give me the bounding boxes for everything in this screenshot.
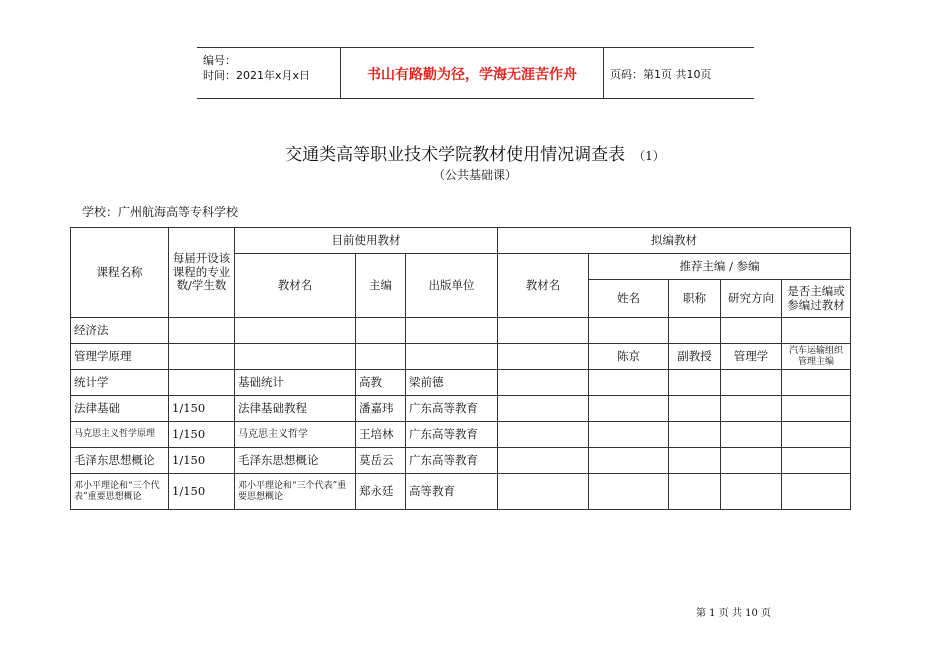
time-label: 时间：2021年x月x日 xyxy=(203,69,311,82)
table-row xyxy=(71,318,851,344)
cell-planned-book xyxy=(498,344,589,370)
cell-publisher xyxy=(406,318,498,344)
header-planned-book: 教材名 xyxy=(498,254,589,318)
page-label: 页码：第1页 共10页 xyxy=(610,68,712,81)
cell-count xyxy=(169,344,235,370)
cell-count: 1/150 xyxy=(169,422,235,448)
cell-research xyxy=(721,396,782,422)
motto-text: 书山有路勤为径，学海无涯苦作舟 xyxy=(367,67,577,83)
header-course: 课程名称 xyxy=(71,228,169,318)
cell-research xyxy=(721,370,782,396)
cell-course: 马克思主义哲学原理 xyxy=(71,422,169,448)
cell-book: 法律基础教程 xyxy=(235,396,356,422)
cell-title: 副教授 xyxy=(669,344,721,370)
header-planned: 拟编教材 xyxy=(498,228,851,254)
cell-title xyxy=(669,448,721,474)
number-label: 编号： xyxy=(203,54,236,67)
cell-count xyxy=(169,370,235,396)
cell-experience xyxy=(782,448,851,474)
header-experience: 是否主编或参编过教材 xyxy=(782,280,851,318)
cell-experience xyxy=(782,318,851,344)
cell-publisher: 高等教育 xyxy=(406,474,498,510)
cell-publisher: 梁前德 xyxy=(406,370,498,396)
cell-title xyxy=(669,474,721,510)
page-subtitle: （公共基础课） xyxy=(432,168,517,182)
cell-title xyxy=(669,422,721,448)
header-recommend: 推荐主编 / 参编 xyxy=(589,254,851,280)
school-label: 学校：广州航海高等专科学校 xyxy=(82,205,239,219)
cell-course: 管理学原理 xyxy=(71,344,169,370)
page-footer: 第 1 页 共 10 页 xyxy=(696,608,771,619)
cell-name xyxy=(589,474,669,510)
cell-book: 基础统计 xyxy=(235,370,356,396)
cell-book: 邓小平理论和“三个代表”重要思想概论 xyxy=(235,474,356,510)
cell-course: 邓小平理论和“三个代表”重要思想概论 xyxy=(71,474,169,510)
cell-editor: 高教 xyxy=(356,370,406,396)
table-row xyxy=(71,422,851,448)
cell-book xyxy=(235,318,356,344)
cell-experience: 汽车运输组织管理主编 xyxy=(782,344,851,370)
table-row xyxy=(71,370,851,396)
cell-count: 1/150 xyxy=(169,448,235,474)
cell-publisher: 广东高等教育 xyxy=(406,396,498,422)
header-research: 研究方向 xyxy=(721,280,782,318)
cell-book xyxy=(235,344,356,370)
table-row xyxy=(71,396,851,422)
cell-title xyxy=(669,370,721,396)
cell-name xyxy=(589,370,669,396)
cell-book: 毛泽东思想概论 xyxy=(235,448,356,474)
cell-planned-book xyxy=(498,370,589,396)
cell-editor: 郑永廷 xyxy=(356,474,406,510)
cell-publisher: 广东高等教育 xyxy=(406,422,498,448)
cell-publisher xyxy=(406,344,498,370)
header-meta xyxy=(197,48,340,98)
cell-name xyxy=(589,448,669,474)
cell-experience xyxy=(782,396,851,422)
cell-count: 1/150 xyxy=(169,474,235,510)
cell-count: 1/150 xyxy=(169,396,235,422)
cell-planned-book xyxy=(498,448,589,474)
header-count: 每届开设该课程的专业数/学生数 xyxy=(169,228,235,318)
cell-title xyxy=(669,318,721,344)
cell-research xyxy=(721,474,782,510)
cell-research xyxy=(721,448,782,474)
header-publisher: 出版单位 xyxy=(406,254,498,318)
header-name: 姓名 xyxy=(589,280,669,318)
cell-research xyxy=(721,422,782,448)
title-text: 交通类高等职业技术学院教材使用情况调查表 xyxy=(285,145,626,165)
cell-course: 毛泽东思想概论 xyxy=(71,448,169,474)
cell-experience xyxy=(782,370,851,396)
cell-planned-book xyxy=(498,422,589,448)
cell-editor xyxy=(356,318,406,344)
cell-planned-book xyxy=(498,318,589,344)
cell-research: 管理学 xyxy=(721,344,782,370)
cell-course: 法律基础 xyxy=(71,396,169,422)
page-title xyxy=(0,140,950,165)
cell-count xyxy=(169,318,235,344)
cell-editor: 王培林 xyxy=(356,422,406,448)
cell-editor xyxy=(356,344,406,370)
cell-editor: 潘嘉玮 xyxy=(356,396,406,422)
cell-experience xyxy=(782,474,851,510)
cell-planned-book xyxy=(498,474,589,510)
header-book: 教材名 xyxy=(235,254,356,318)
cell-planned-book xyxy=(498,396,589,422)
cell-name: 陈京 xyxy=(589,344,669,370)
cell-experience xyxy=(782,422,851,448)
cell-name xyxy=(589,396,669,422)
survey-table xyxy=(70,227,851,510)
cell-book: 马克思主义哲学 xyxy=(235,422,356,448)
cell-publisher: 广东高等教育 xyxy=(406,448,498,474)
cell-name xyxy=(589,422,669,448)
header-title: 职称 xyxy=(669,280,721,318)
cell-course: 统计学 xyxy=(71,370,169,396)
cell-name xyxy=(589,318,669,344)
title-number: （1） xyxy=(633,149,665,163)
cell-course: 经济法 xyxy=(71,318,169,344)
cell-title xyxy=(669,396,721,422)
cell-research xyxy=(721,318,782,344)
document-header xyxy=(197,47,754,99)
header-page-cell xyxy=(603,48,754,98)
header-editor: 主编 xyxy=(356,254,406,318)
header-current: 目前使用教材 xyxy=(235,228,498,254)
header-motto-cell xyxy=(340,48,604,98)
table-row xyxy=(71,344,851,370)
cell-editor: 莫岳云 xyxy=(356,448,406,474)
table-row xyxy=(71,448,851,474)
table-row xyxy=(71,474,851,510)
